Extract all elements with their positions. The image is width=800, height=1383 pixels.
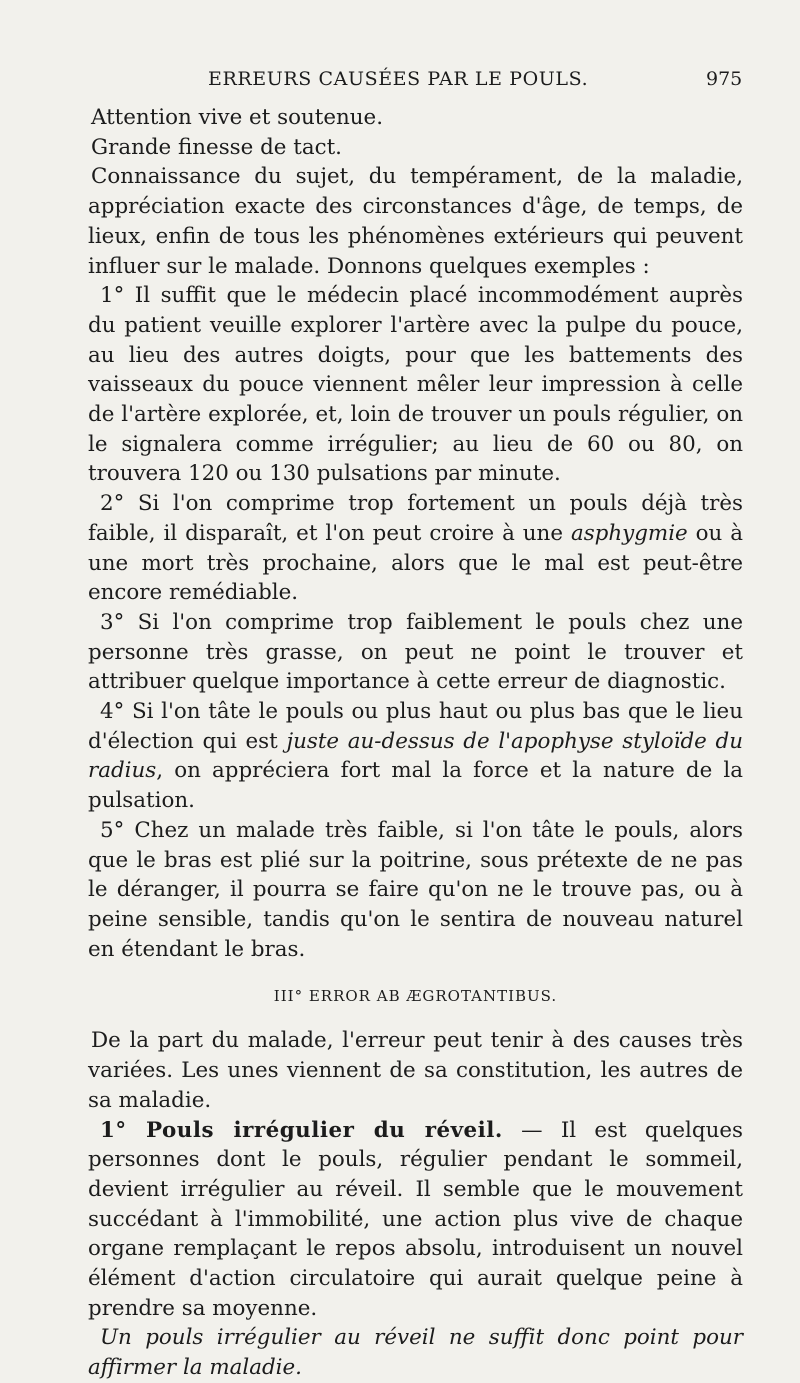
page-number: 975: [706, 68, 743, 90]
paragraph-item-3: 3° Si l'on comprime trop faiblement le pouls chez une personne très grasse, on peut ne point le trouver et attribuer quelque importance à cette erreur de diagnostic.: [88, 609, 743, 695]
paragraph-finesse: Grande finesse de tact.: [91, 134, 342, 160]
paragraph-malade: De la part du malade, l'erreur peut tenir à des causes très variées. Les unes viennent de sa constitution, les autres de sa maladie.: [88, 1028, 743, 1113]
item-2-italic: asphygmie: [570, 520, 688, 546]
item-2-text-b: ou à une mort très prochaine, alors que le mal est peut-être encore remédiable.: [88, 520, 743, 606]
paragraph-conclusion: [88, 1323, 743, 1382]
paragraph-attention: Attention vive et soutenue.: [91, 105, 384, 130]
section-heading: III° ERROR AB ÆGROTANTIBUS.: [273, 987, 558, 1006]
paragraph-pouls-reveil: [88, 1116, 743, 1324]
running-head: [0, 64, 800, 94]
running-head-title: ERREURS CAUSÉES PAR LE POULS.: [208, 68, 589, 90]
pouls-reveil-heading: 1° Pouls irrégulier du réveil.: [100, 1117, 503, 1143]
paragraph-item-5: 5° Chez un malade très faible, si l'on tâte le pouls, alors que le bras est plié sur la poitrine, sous prétexte de ne pas le déranger, il pourra se faire qu'on ne le trouve pas, ou à peine sensible, tandis qu'on le sentira de nouveau naturel en étendant le bras.: [88, 817, 743, 962]
item-4-text-a: 4° Si l'on tâte le pouls ou plus haut ou plus bas que le lieu d'élection qui est: [88, 699, 743, 754]
paragraph-item-1: 1° Il suffit que le médecin placé incommodément auprès du patient veuille explorer l'artère avec la pulpe du pouce, au lieu des autres doigts, pour que les battements des vaisseaux du pouce viennent mêler leur impression à celle de l'artère explorée, et, loin de trouver un pouls régulier, on le signalera comme irrégulier; au lieu de 60 ou 80, on trouvera 120 ou 130 pulsations par minute.: [88, 283, 743, 487]
item-4-text-b: , on appréciera fort mal la force et la nature de la pulsation.: [88, 758, 743, 814]
paragraph-item-2: [88, 489, 743, 608]
item-2-text-a: 2° Si l'on comprime trop fortement un pouls déjà très faible, il disparaît, et l'on peut croire à une: [88, 491, 743, 546]
item-4-italic: juste au-dessus de l'apophyse styloïde du radius: [88, 728, 743, 784]
body-text: [88, 103, 743, 1383]
paragraph-connaissance: Connaissance du sujet, du tempérament, de la maladie, appréciation exacte des circonstances d'âge, de temps, de lieux, enfin de tous les phénomènes extérieurs qui peuvent influer sur le malade. Donnons quelques exemples :: [88, 164, 743, 279]
conclusion-italic: Un pouls irrégulier au réveil ne suffit donc point pour affirmer la maladie.: [88, 1325, 743, 1381]
paragraph-item-4: [88, 697, 743, 816]
pouls-reveil-text: — Il est quelques personnes dont le pouls, régulier pendant le sommeil, devient irrégulier au réveil. Il semble que le mouvement succédant à l'immobilité, une action plus vive de chaque organe remplaçant le repos absolu, introduisent un nouvel élément d'action circulatoire qui aurait quelque peine à prendre sa moyenne.: [88, 1117, 743, 1321]
